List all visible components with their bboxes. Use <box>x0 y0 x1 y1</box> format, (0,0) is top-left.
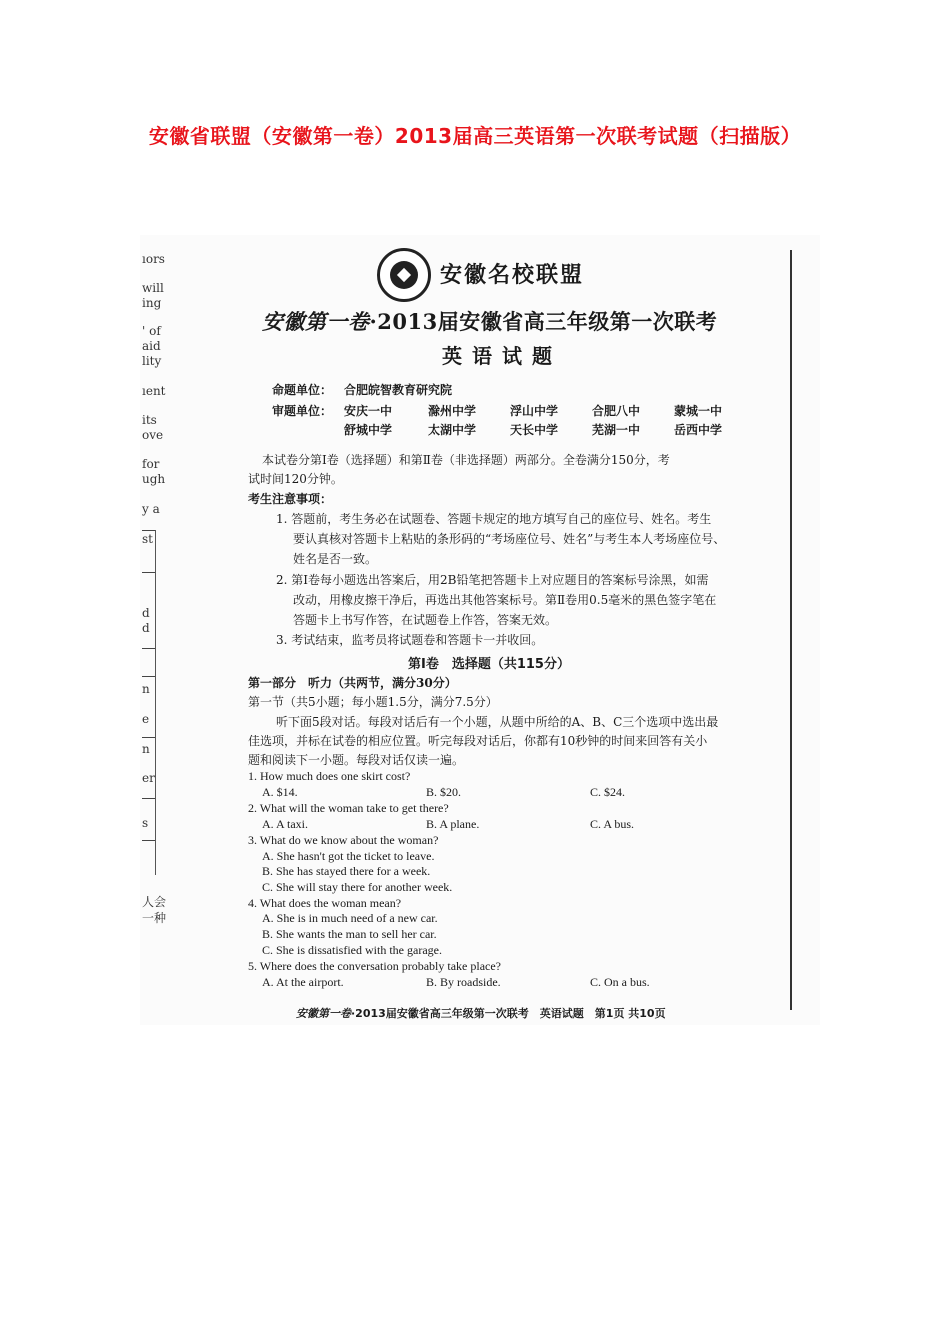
edge-fragment: lity <box>142 354 162 368</box>
question-stem: 3. What do we know about the woman? <box>248 833 439 847</box>
edge-rule <box>142 572 156 573</box>
edge-rule <box>142 840 156 841</box>
page-footer <box>296 1005 666 1021</box>
exam-title-script: 安徽第一卷 <box>262 309 370 334</box>
answer-option: B. By roadside. <box>426 975 501 989</box>
answer-option: B. She wants the man to sell her car. <box>262 927 437 941</box>
review-label: 审题单位： <box>272 404 333 418</box>
edge-fragment: n <box>142 682 150 696</box>
notice-title: 考生注意事项： <box>248 492 333 506</box>
edge-fragment: ove <box>142 428 164 442</box>
answer-option: A. She hasn't got the ticket to leave. <box>262 849 435 863</box>
answer-option: B. $20. <box>426 785 462 799</box>
intro-line: 本试卷分第Ⅰ卷（选择题）和第Ⅱ卷（非选择题）两部分。全卷满分150分，考 <box>262 453 670 467</box>
review-school: 滁州中学 <box>428 404 477 418</box>
exam-title-rest: ·2013届安徽省高三年级第一次联考 <box>369 309 718 334</box>
edge-rule <box>142 737 156 738</box>
edge-fragment: s <box>142 816 149 830</box>
edge-fragment: y a <box>142 502 160 516</box>
answer-option: A. At the airport. <box>262 975 344 989</box>
notice-line: 要认真核对答题卡上粘贴的条形码的“考场座位号、姓名”与考生本人考场座位号、 <box>293 532 726 546</box>
edge-fragment: for <box>142 457 160 471</box>
section-title: 第Ⅰ卷 选择题（共115分） <box>408 657 570 672</box>
edge-fragment: er <box>142 771 155 785</box>
notice-line: 1. 答题前，考生务必在试题卷、答题卡规定的地方填写自己的座位号、姓名。考生 <box>276 512 712 526</box>
review-school: 浮山中学 <box>510 404 559 418</box>
edge-rule <box>142 648 156 649</box>
notice-line: 答题卡上书写作答，在试题卷上作答，答案无效。 <box>293 613 558 627</box>
review-school: 舒城中学 <box>344 423 393 437</box>
notice-line: 改动，用橡皮擦干净后，再选出其他答案标号。第Ⅱ卷用0.5毫米的黑色签字笔在 <box>293 593 717 607</box>
edge-rule <box>142 676 156 677</box>
intro-line: 试时间120分钟。 <box>248 472 343 486</box>
answer-option: C. $24. <box>590 785 626 799</box>
edge-fragment: aid <box>142 339 161 353</box>
review-school: 芜湖一中 <box>592 423 641 437</box>
review-school: 天长中学 <box>510 423 559 437</box>
answer-option: C. She is dissatisfied with the garage. <box>262 943 442 957</box>
footer-script: 安徽第一卷 <box>296 1007 351 1020</box>
edge-fragment: st <box>142 532 153 546</box>
school-alliance-logo <box>377 248 431 302</box>
edge-fragment: e <box>142 712 150 726</box>
edge-fragment: 人会 <box>142 895 167 909</box>
instruction-line: 听下面5段对话。每段对话后有一个小题，从题中所给的A、B、C三个选项中选出最 <box>276 715 719 729</box>
page-edge-line <box>790 250 792 1010</box>
review-school: 蒙城一中 <box>674 404 723 418</box>
question-stem: 2. What will the woman take to get there? <box>248 801 449 815</box>
answer-option: C. She will stay there for another week. <box>262 880 453 894</box>
review-school: 安庆一中 <box>344 404 393 418</box>
notice-line: 姓名是否一致。 <box>293 552 378 566</box>
answer-option: A. $14. <box>262 785 298 799</box>
instruction-line: 题和阅读下一小题。每段对话仅读一遍。 <box>248 753 465 767</box>
exam-title <box>262 306 717 336</box>
notice-line: 3. 考试结束，监考员将试题卷和答题卡一并收回。 <box>276 633 544 647</box>
edge-rule <box>142 530 156 531</box>
edge-fragment: ' of <box>142 324 161 338</box>
question-stem: 5. Where does the conversation probably take place? <box>248 959 502 973</box>
review-school: 太湖中学 <box>428 423 477 437</box>
edge-fragment: d <box>142 606 150 620</box>
review-school: 岳西中学 <box>674 423 723 437</box>
document-title: 安徽省联盟（安徽第一卷）2013届高三英语第一次联考试题（扫描版） <box>148 124 802 148</box>
edge-fragment: ugh <box>142 472 166 486</box>
review-school: 合肥八中 <box>592 404 641 418</box>
answer-option: A. She is in much need of a new car. <box>262 911 438 925</box>
edge-fragment: will <box>142 281 164 295</box>
edge-fragment: ıors <box>142 252 165 266</box>
alliance-name: 安徽名校联盟 <box>440 263 585 288</box>
instruction-line: 佳选项，并标在试卷的相应位置。听完每段对话后，你都有10秒钟的时间来回答有关小 <box>248 734 708 748</box>
edge-fragment: 一种 <box>142 911 167 925</box>
author-label: 命题单位： <box>272 383 333 397</box>
answer-option: C. On a bus. <box>590 975 650 989</box>
edge-line <box>155 530 156 875</box>
edge-fragment: its <box>142 413 157 427</box>
answer-option: B. A plane. <box>426 817 480 831</box>
subject-title: 英语试题 <box>442 344 562 368</box>
answer-option: C. A bus. <box>590 817 635 831</box>
answer-option: A. A taxi. <box>262 817 309 831</box>
edge-fragment: ing <box>142 296 162 310</box>
footer-rest: ·2013届安徽省高三年级第一次联考 英语试题 第1页 共10页 <box>351 1007 666 1020</box>
edge-fragment: d <box>142 621 150 635</box>
answer-option: B. She has stayed there for a week. <box>262 864 431 878</box>
notice-line: 2. 第Ⅰ卷每小题选出答案后，用2B铅笔把答题卡上对应题目的答案标号涂黑，如需 <box>276 573 709 587</box>
author-name: 合肥皖智教育研究院 <box>344 383 453 397</box>
edge-fragment: ıent <box>142 384 166 398</box>
part-title: 第一部分 听力（共两节，满分30分） <box>248 676 457 690</box>
question-stem: 4. What does the woman mean? <box>248 896 402 910</box>
edge-rule <box>142 798 156 799</box>
question-stem: 1. How much does one skirt cost? <box>248 769 411 783</box>
edge-fragment: n <box>142 742 150 756</box>
subsection-title: 第一节（共5小题；每小题1.5分，满分7.5分） <box>248 695 498 709</box>
